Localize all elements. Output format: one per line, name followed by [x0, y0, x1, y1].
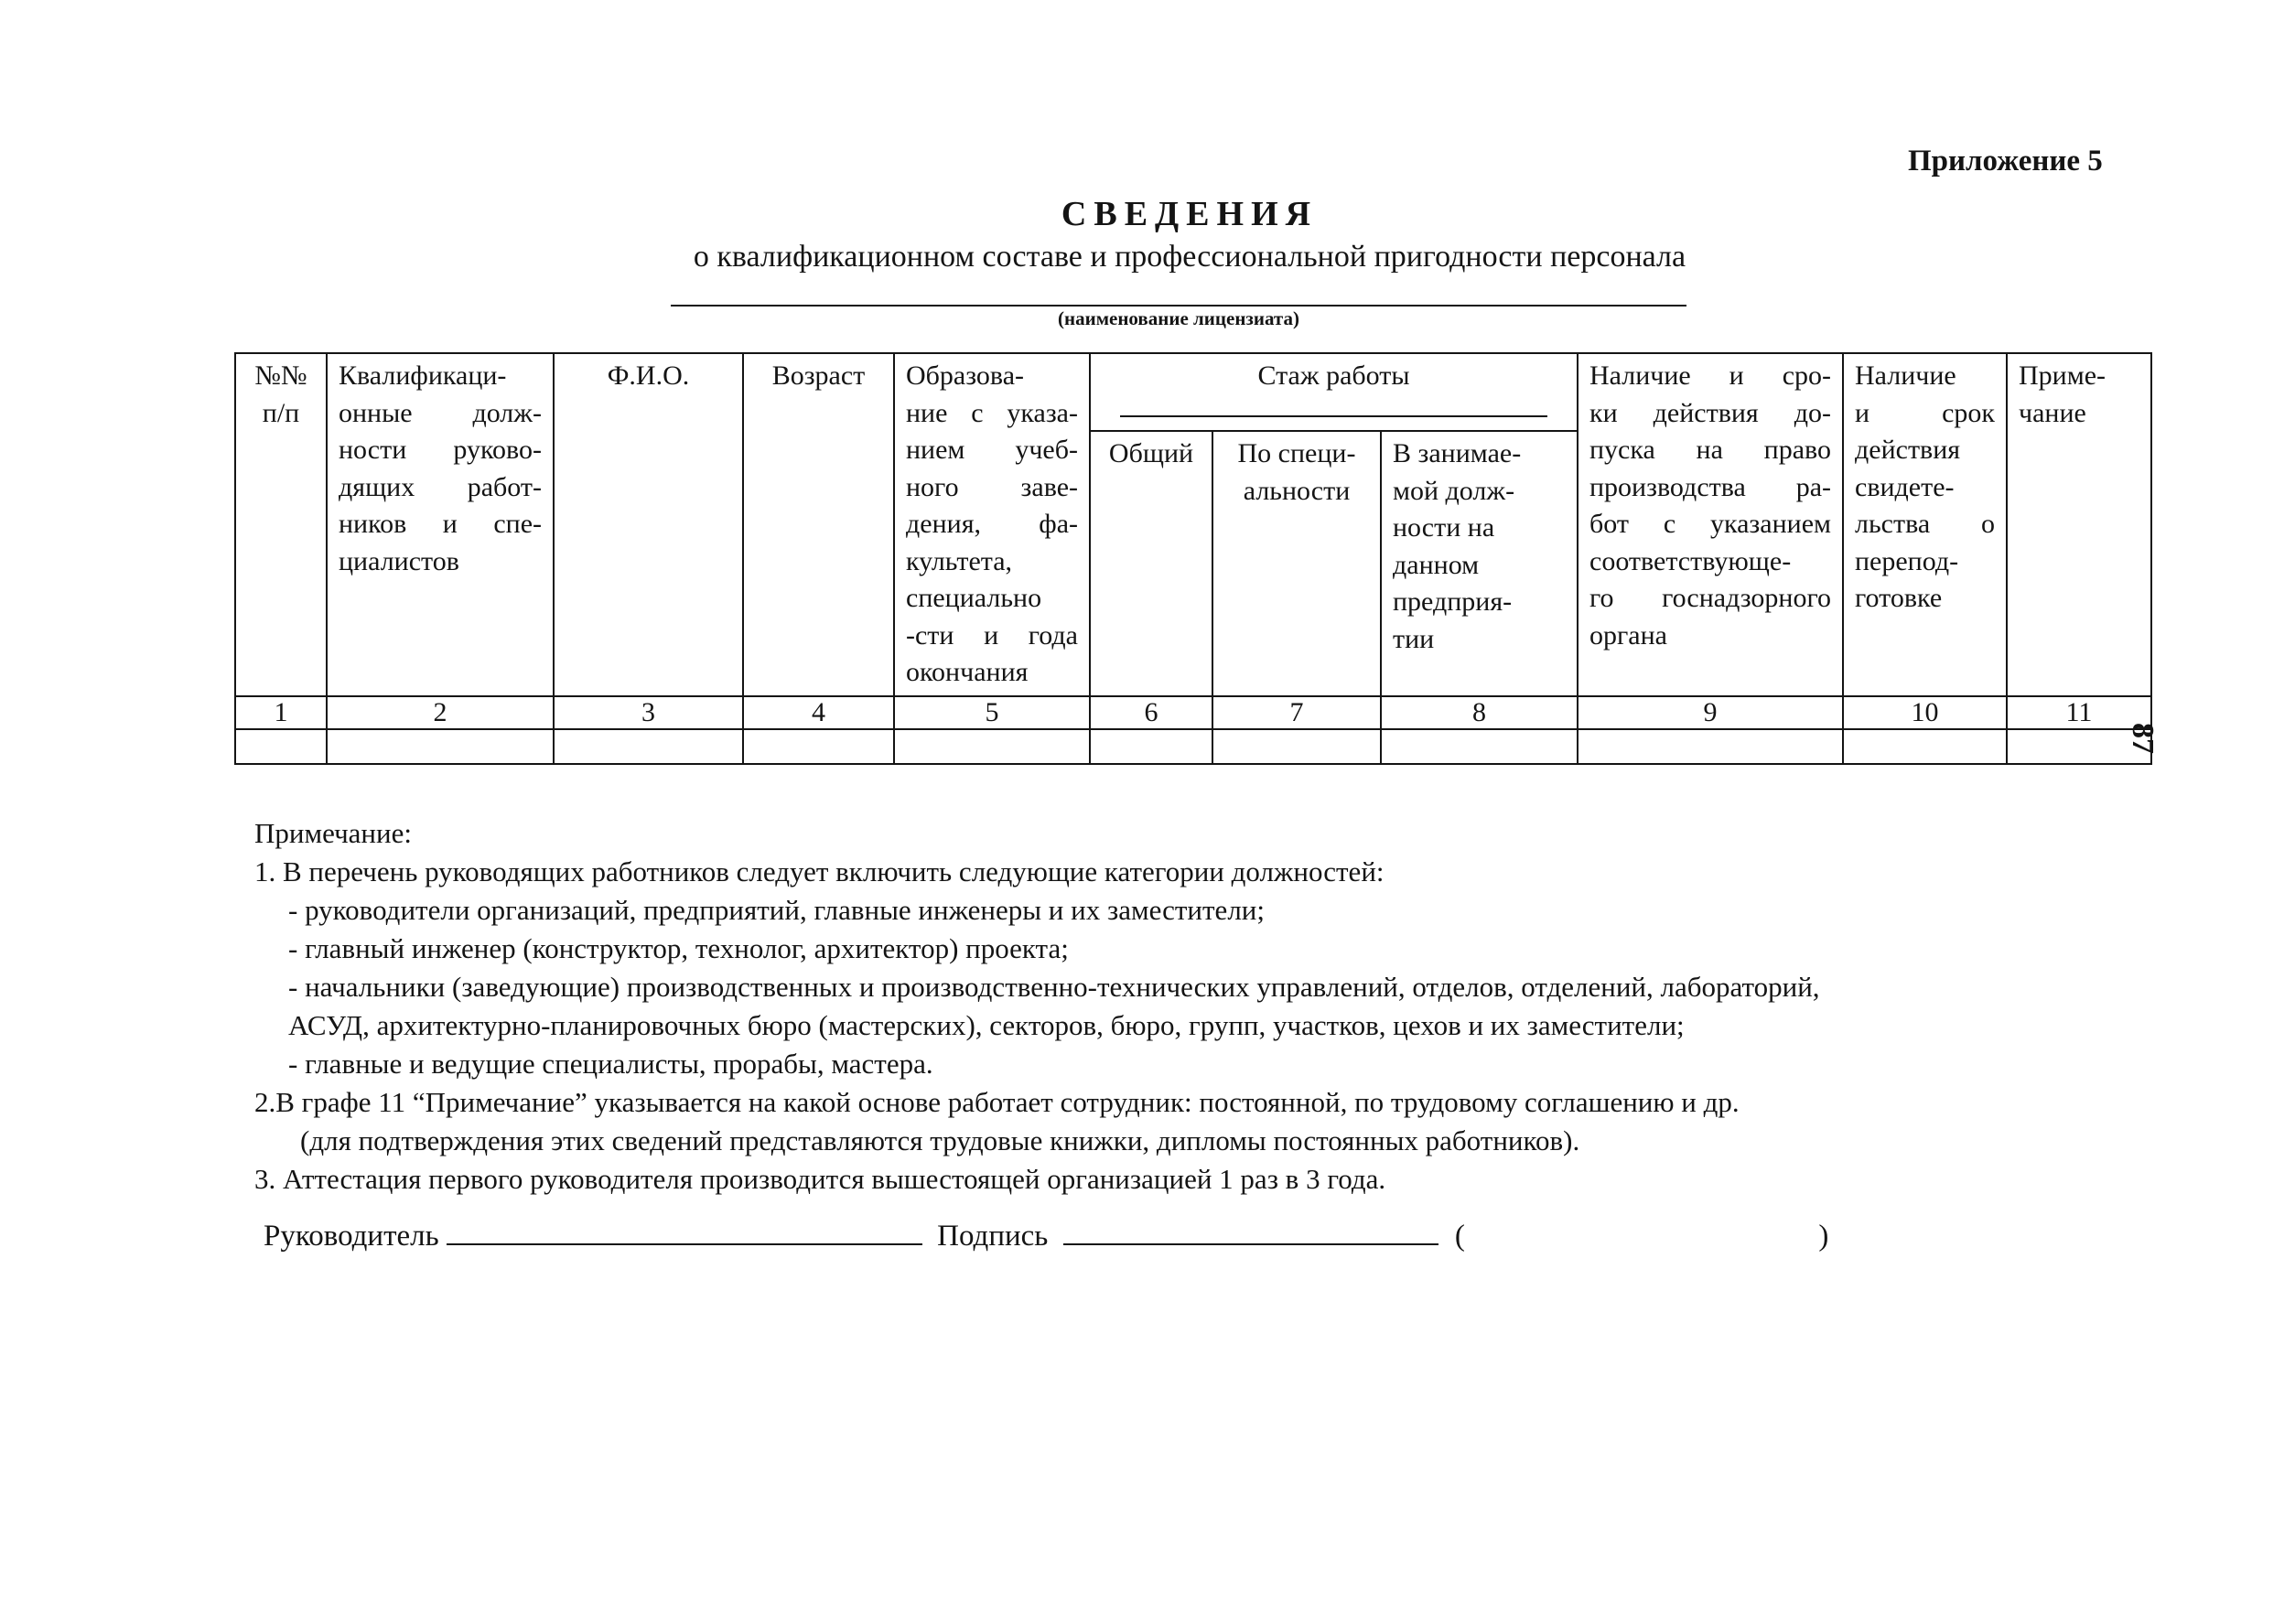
table-cell[interactable] — [743, 729, 894, 764]
column-number: 2 — [327, 696, 554, 729]
header-cell-line: альности — [1243, 475, 1351, 506]
header-cell-line: и срок — [1855, 397, 1995, 428]
header-cell-line: ние с указа- — [906, 397, 1078, 428]
header-cell-line: п/п — [262, 397, 300, 428]
head-name-line[interactable] — [447, 1218, 922, 1245]
note-item-1-dash: - начальники (заведующие) производственных и производственно-технических управлений, отделов, отделений, лабораторий, — [288, 971, 1820, 1003]
table-cell[interactable] — [235, 729, 327, 764]
notes-heading: Примечание: — [254, 817, 412, 849]
notes-section — [254, 814, 2139, 1199]
header-cell-line: онные долж- — [339, 397, 542, 428]
table-header-row — [235, 353, 2151, 431]
experience-divider — [1120, 415, 1547, 417]
table-row — [235, 729, 2151, 764]
header-cell-line: перепод- — [1855, 545, 1959, 576]
document-title: СВЕДЕНИЯ — [1061, 195, 1319, 233]
close-paren: ) — [1818, 1220, 1829, 1253]
header-cell-line: Приме- — [2019, 360, 2106, 391]
open-paren: ( — [1454, 1220, 1465, 1253]
table-cell[interactable] — [1212, 729, 1381, 764]
column-number: 5 — [894, 696, 1090, 729]
header-cell-line: соответствующе- — [1589, 545, 1792, 576]
header-cell-line: готовке — [1855, 583, 1943, 613]
licensee-name-line[interactable] — [671, 305, 1686, 307]
header-cell-line: льства о — [1855, 509, 1995, 539]
header-cell-line: чание — [2019, 397, 2086, 428]
signature-row — [264, 1218, 1828, 1253]
header-cell-line: Наличие и сро- — [1589, 360, 1831, 391]
header-cell-fio: Ф.И.О. — [554, 353, 743, 696]
column-number-row — [235, 696, 2151, 729]
header-cell-note — [2007, 353, 2151, 696]
note-item-2-continuation: (для подтверждения этих сведений представляются трудовые книжки, дипломы постоянных работников). — [300, 1124, 1580, 1156]
header-cell-line: ного заве- — [906, 471, 1078, 502]
table-cell[interactable] — [1843, 729, 2007, 764]
sign-label: Подпись — [937, 1220, 1049, 1253]
header-cell-line: ки действия до- — [1589, 397, 1831, 428]
header-cell-certificate — [1843, 353, 2007, 696]
note-item-1-dash: - руководители организаций, предприятий, главные инженеры и их заместители; — [288, 894, 1265, 926]
note-item-1-dash-continuation: АСУД, архитектурно-планировочных бюро (мастерских), секторов, бюро, групп, участков, цехов и их заместители; — [288, 1009, 1685, 1041]
header-cell-line: Образова- — [906, 360, 1024, 391]
header-cell-line: По специ- — [1237, 438, 1356, 469]
header-cell-position — [1381, 431, 1578, 695]
header-cell-line: №№ — [254, 360, 307, 391]
header-cell-line: -сти и года — [906, 619, 1078, 651]
column-number: 10 — [1843, 696, 2007, 729]
note-item-1: 1. В перечень руководящих работников следует включить следующие категории должностей: — [254, 855, 1385, 887]
header-cell-line: культета, — [906, 545, 1013, 576]
table-cell[interactable] — [1578, 729, 1843, 764]
header-cell-line: ности на — [1393, 512, 1495, 543]
header-cell-experience — [1090, 353, 1578, 431]
note-item-1-dash: - главный инженер (конструктор, технолог, архитектор) проекта; — [288, 932, 1069, 964]
note-item-2: 2.В графе 11 “Примечание” указывается на какой основе работает сотрудник: постоянной, по трудовому соглашению и др. — [254, 1086, 1740, 1118]
table-cell[interactable] — [1090, 729, 1212, 764]
appendix-label: Приложение 5 — [1908, 145, 2103, 177]
column-number: 7 — [1212, 696, 1381, 729]
column-number: 11 — [2007, 696, 2151, 729]
page-number: 87 — [2126, 723, 2160, 754]
header-cell-line: нием учеб- — [906, 435, 1078, 465]
note-item-1-dash: - главные и ведущие специалисты, прорабы, мастера. — [288, 1048, 933, 1080]
head-label: Руководитель — [264, 1220, 439, 1253]
header-cell-qualification — [327, 353, 554, 696]
note-item-3: 3. Аттестация первого руководителя производится вышестоящей организацией 1 раз в 3 года. — [254, 1163, 1386, 1195]
column-number: 4 — [743, 696, 894, 729]
header-cell-line: бот с указанием — [1589, 509, 1831, 539]
header-cell-total: Общий — [1090, 431, 1212, 695]
header-cell-line: органа — [1589, 619, 1667, 651]
table-cell[interactable] — [1381, 729, 1578, 764]
header-cell-line: тии — [1393, 623, 1435, 654]
personnel-table — [234, 352, 2152, 765]
experience-label: Стаж работы — [1257, 360, 1410, 391]
signature-line[interactable] — [1063, 1218, 1438, 1245]
header-cell-line: действия — [1855, 435, 1961, 465]
table-cell[interactable] — [327, 729, 554, 764]
header-cell-number — [235, 353, 327, 696]
header-cell-line: предприя- — [1393, 586, 1513, 618]
document-subtitle: о квалификационном составе и профессиональной пригодности персонала — [693, 240, 1686, 274]
column-number: 3 — [554, 696, 743, 729]
header-cell-line: пуска на право — [1589, 435, 1831, 465]
column-number: 8 — [1381, 696, 1578, 729]
licensee-name-caption: (наименование лицензиата) — [1058, 307, 1299, 329]
header-cell-line: дящих работ- — [339, 471, 542, 502]
header-cell-line: Наличие — [1855, 360, 1956, 391]
header-cell-line: го госнадзорного — [1589, 583, 1831, 613]
header-cell-line: свидете- — [1855, 471, 1955, 502]
header-cell-line: В занимае- — [1393, 438, 1522, 469]
header-cell-line: окончания — [906, 657, 1029, 687]
header-cell-specialty — [1212, 431, 1381, 695]
header-cell-line: специально — [906, 583, 1042, 613]
column-number: 1 — [235, 696, 327, 729]
header-cell-education — [894, 353, 1090, 696]
header-cell-line: производства ра- — [1589, 471, 1831, 502]
header-cell-line: циалистов — [339, 545, 459, 576]
table-cell[interactable] — [894, 729, 1090, 764]
header-cell-line: Квалификаци- — [339, 360, 507, 391]
header-cell-line: мой долж- — [1393, 475, 1515, 506]
header-cell-line: данном — [1393, 549, 1480, 580]
header-cell-line: ников и спе- — [339, 509, 542, 539]
header-cell-line: дения, фа- — [906, 509, 1078, 539]
table-cell[interactable] — [554, 729, 743, 764]
header-cell-age: Возраст — [743, 353, 894, 696]
column-number: 6 — [1090, 696, 1212, 729]
header-cell-permit — [1578, 353, 1843, 696]
header-cell-line: ности руково- — [339, 435, 542, 465]
column-number: 9 — [1578, 696, 1843, 729]
